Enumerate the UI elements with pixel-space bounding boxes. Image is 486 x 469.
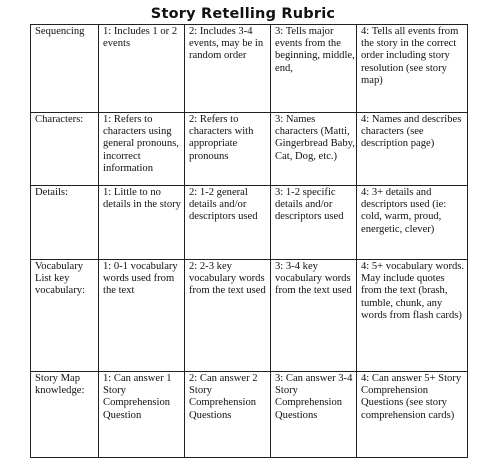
level-4-cell: 4: Tells all events from the story in the correct order including story resolution (see story map) — [357, 25, 468, 113]
level-4-cell: 4: 5+ vocabulary words. May include quotes from the text (brash, tumble, chunk, any words from flash cards) — [357, 260, 468, 372]
level-2-cell: 2: Can answer 2 Story Comprehension Questions — [185, 372, 271, 458]
category-cell: Vocabulary List key vocabulary: — [31, 260, 99, 372]
level-3-cell: 3: Can answer 3-4 Story Comprehension Questions — [271, 372, 357, 458]
category-cell: Sequencing — [31, 25, 99, 113]
level-3-cell: 3: 1-2 specific details and/or descriptors used — [271, 186, 357, 260]
category-cell: Story Map knowledge: — [31, 372, 99, 458]
level-3-cell: 3: Tells major events from the beginning, middle, end, — [271, 25, 357, 113]
category-cell: Characters: — [31, 113, 99, 186]
page-title: Story Retelling Rubric — [150, 6, 336, 22]
level-4-cell: 4: 3+ details and descriptors used (ie: cold, warm, proud, energetic, clever) — [357, 186, 468, 260]
category-cell: Details: — [31, 186, 99, 260]
level-1-cell: 1: Refers to characters using general pronouns, incorrect information — [99, 113, 185, 186]
level-3-cell: 3: 3-4 key vocabulary words from the text used — [271, 260, 357, 372]
rubric-row-sequencing — [31, 25, 468, 113]
level-2-cell: 2: 2-3 key vocabulary words from the text used — [185, 260, 271, 372]
level-1-cell: 1: 0-1 vocabulary words used from the text — [99, 260, 185, 372]
level-1-cell: 1: Little to no details in the story — [99, 186, 185, 260]
level-4-cell: 4: Names and describes characters (see description page) — [357, 113, 468, 186]
rubric-row-characters — [31, 113, 468, 186]
rubric-row-story-map — [31, 372, 468, 458]
level-4-cell: 4: Can answer 5+ Story Comprehension Questions (see story comprehension cards) — [357, 372, 468, 458]
level-1-cell: 1: Can answer 1 Story Comprehension Question — [99, 372, 185, 458]
rubric-row-vocabulary — [31, 260, 468, 372]
level-1-cell: 1: Includes 1 or 2 events — [99, 25, 185, 113]
rubric-row-details — [31, 186, 468, 260]
rubric-table — [30, 24, 468, 458]
level-2-cell: 2: 1-2 general details and/or descriptors used — [185, 186, 271, 260]
level-2-cell: 2: Includes 3-4 events, may be in random order — [185, 25, 271, 113]
level-3-cell: 3: Names characters (Matti, Gingerbread Baby, Cat, Dog, etc.) — [271, 113, 357, 186]
level-2-cell: 2: Refers to characters with appropriate pronouns — [185, 113, 271, 186]
